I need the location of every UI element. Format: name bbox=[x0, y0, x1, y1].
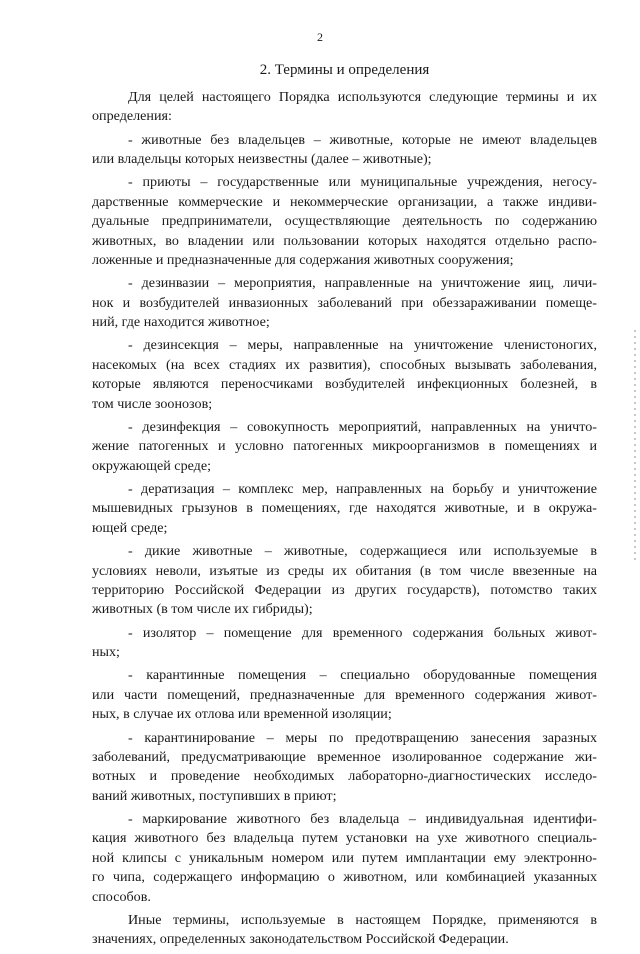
paragraph-line: способов. bbox=[92, 888, 151, 905]
paragraph-line: ных; bbox=[92, 644, 120, 661]
paragraph-line: кация животного без владельца путем установки на ухе животного специаль- bbox=[92, 830, 597, 847]
paragraph-line: или владельцы которых неизвестны (далее – животные); bbox=[92, 151, 432, 168]
page-number: 2 bbox=[317, 30, 323, 44]
definition-paragraph bbox=[92, 911, 597, 950]
paragraph-line: ной клипсы с уникальным номером или путем имплантации ему электронно- bbox=[92, 849, 597, 866]
definition-paragraph bbox=[92, 173, 597, 270]
paragraph-line: жение патогенных и условно патогенных микроорганизмов в помещениях и bbox=[92, 438, 597, 455]
paragraph-line: условиях неволи, изъятые из среды их обитания (в том числе ввезенные на bbox=[92, 562, 597, 579]
paragraph-line: нок и возбудителей инвазионных заболеваний при обеззараживании помеще- bbox=[92, 294, 597, 311]
paragraph-line: определения: bbox=[92, 108, 172, 125]
paragraph-list bbox=[92, 88, 597, 950]
paragraph-line: - животные без владельцев – животные, которые не имеют владельцев bbox=[128, 131, 597, 148]
paragraph-line: ных, в случае их отлова или временной изоляции; bbox=[92, 706, 392, 723]
paragraph-line: - дикие животные – животные, содержащиеся или используемые в bbox=[128, 543, 597, 560]
definition-paragraph bbox=[92, 480, 597, 538]
paragraph-line: дуальные предприниматели, осуществляющие деятельность по содержанию bbox=[92, 213, 597, 230]
paragraph-line: окружающей среде; bbox=[92, 457, 212, 474]
scan-edge-artifact bbox=[634, 330, 636, 560]
definition-paragraph bbox=[92, 666, 597, 724]
document-body bbox=[92, 60, 597, 954]
paragraph-line: - карантинные помещения – специально оборудованные помещения bbox=[128, 667, 597, 684]
definition-paragraph bbox=[92, 131, 597, 170]
paragraph-line: или части помещений, предназначенные для временного содержания живот- bbox=[92, 686, 597, 703]
paragraph-line: ваний животных, поступивших в приют; bbox=[92, 787, 337, 804]
paragraph-line: животных (в том числе их гибриды); bbox=[92, 601, 313, 618]
paragraph-line: Иные термины, используемые в настоящем Порядке, применяются в bbox=[128, 911, 597, 928]
paragraph-line: насекомых (на всех стадиях их развития), способных вызывать заболевания, bbox=[92, 356, 597, 373]
paragraph-line: - дезинсекция – меры, направленные на уничтожение членистоногих, bbox=[128, 337, 597, 354]
paragraph-line: - изолятор – помещение для временного содержания больных живот- bbox=[128, 624, 597, 641]
paragraph-line: - дезинфекция – совокупность мероприятий, направленных на уничто- bbox=[128, 418, 597, 435]
definition-paragraph bbox=[92, 729, 597, 807]
paragraph-line: дарственные коммерческие и некоммерческие организации, а также индиви- bbox=[92, 193, 597, 210]
paragraph-line: вотных и проведение необходимых лабораторно-диагностических исследо- bbox=[92, 768, 597, 785]
paragraph-line: заболеваний, предусматривающие временное изолированное содержание жи- bbox=[92, 748, 597, 765]
paragraph-line: - маркирование животного без владельца – индивидуальная идентифи- bbox=[128, 811, 597, 828]
paragraph-line: значениях, определенных законодательством Российской Федерации. bbox=[92, 931, 509, 948]
paragraph-line: - карантинирование – меры по предотвращению занесения заразных bbox=[128, 729, 597, 746]
paragraph-line: территорию Российской Федерации из других государств), потомство таких bbox=[92, 581, 597, 598]
paragraph-line: - дезинвазии – мероприятия, направленные на уничтожение яиц, личи- bbox=[128, 275, 597, 292]
definition-paragraph bbox=[92, 336, 597, 414]
paragraph-line: - дератизация – комплекс мер, направленных на борьбу и уничтожение bbox=[128, 481, 597, 498]
paragraph-line: го чипа, содержащего информацию о животном, или комбинацией указанных bbox=[92, 869, 597, 886]
paragraph-line: ний, где находится животное; bbox=[92, 314, 270, 331]
definition-paragraph bbox=[92, 542, 597, 620]
paragraph-line: Для целей настоящего Порядка используются следующие термины и их bbox=[128, 89, 597, 105]
paragraph-line: том числе зоонозов; bbox=[92, 395, 213, 412]
paragraph-line: - приюты – государственные или муниципальные учреждения, негосу- bbox=[128, 174, 597, 191]
section-title: 2. Термины и определения bbox=[259, 62, 430, 78]
paragraph-line: ложенные и предназначенные для содержания животных сооружения; bbox=[92, 252, 514, 269]
definition-paragraph bbox=[92, 418, 597, 476]
paragraph-line: мышевидных грызунов в помещениях, где находятся животные, и в окружа- bbox=[92, 500, 597, 517]
definition-paragraph bbox=[92, 624, 597, 663]
paragraph-line: животных, во владении или пользовании которых находятся отдельно распо- bbox=[92, 232, 597, 249]
definition-paragraph bbox=[92, 274, 597, 332]
paragraph-line: которые являются переносчиками возбудителей инфекционных болезней, в bbox=[92, 376, 597, 393]
paragraph-line: ющей среде; bbox=[92, 519, 168, 536]
definition-paragraph bbox=[92, 810, 597, 907]
definition-paragraph bbox=[92, 88, 597, 127]
